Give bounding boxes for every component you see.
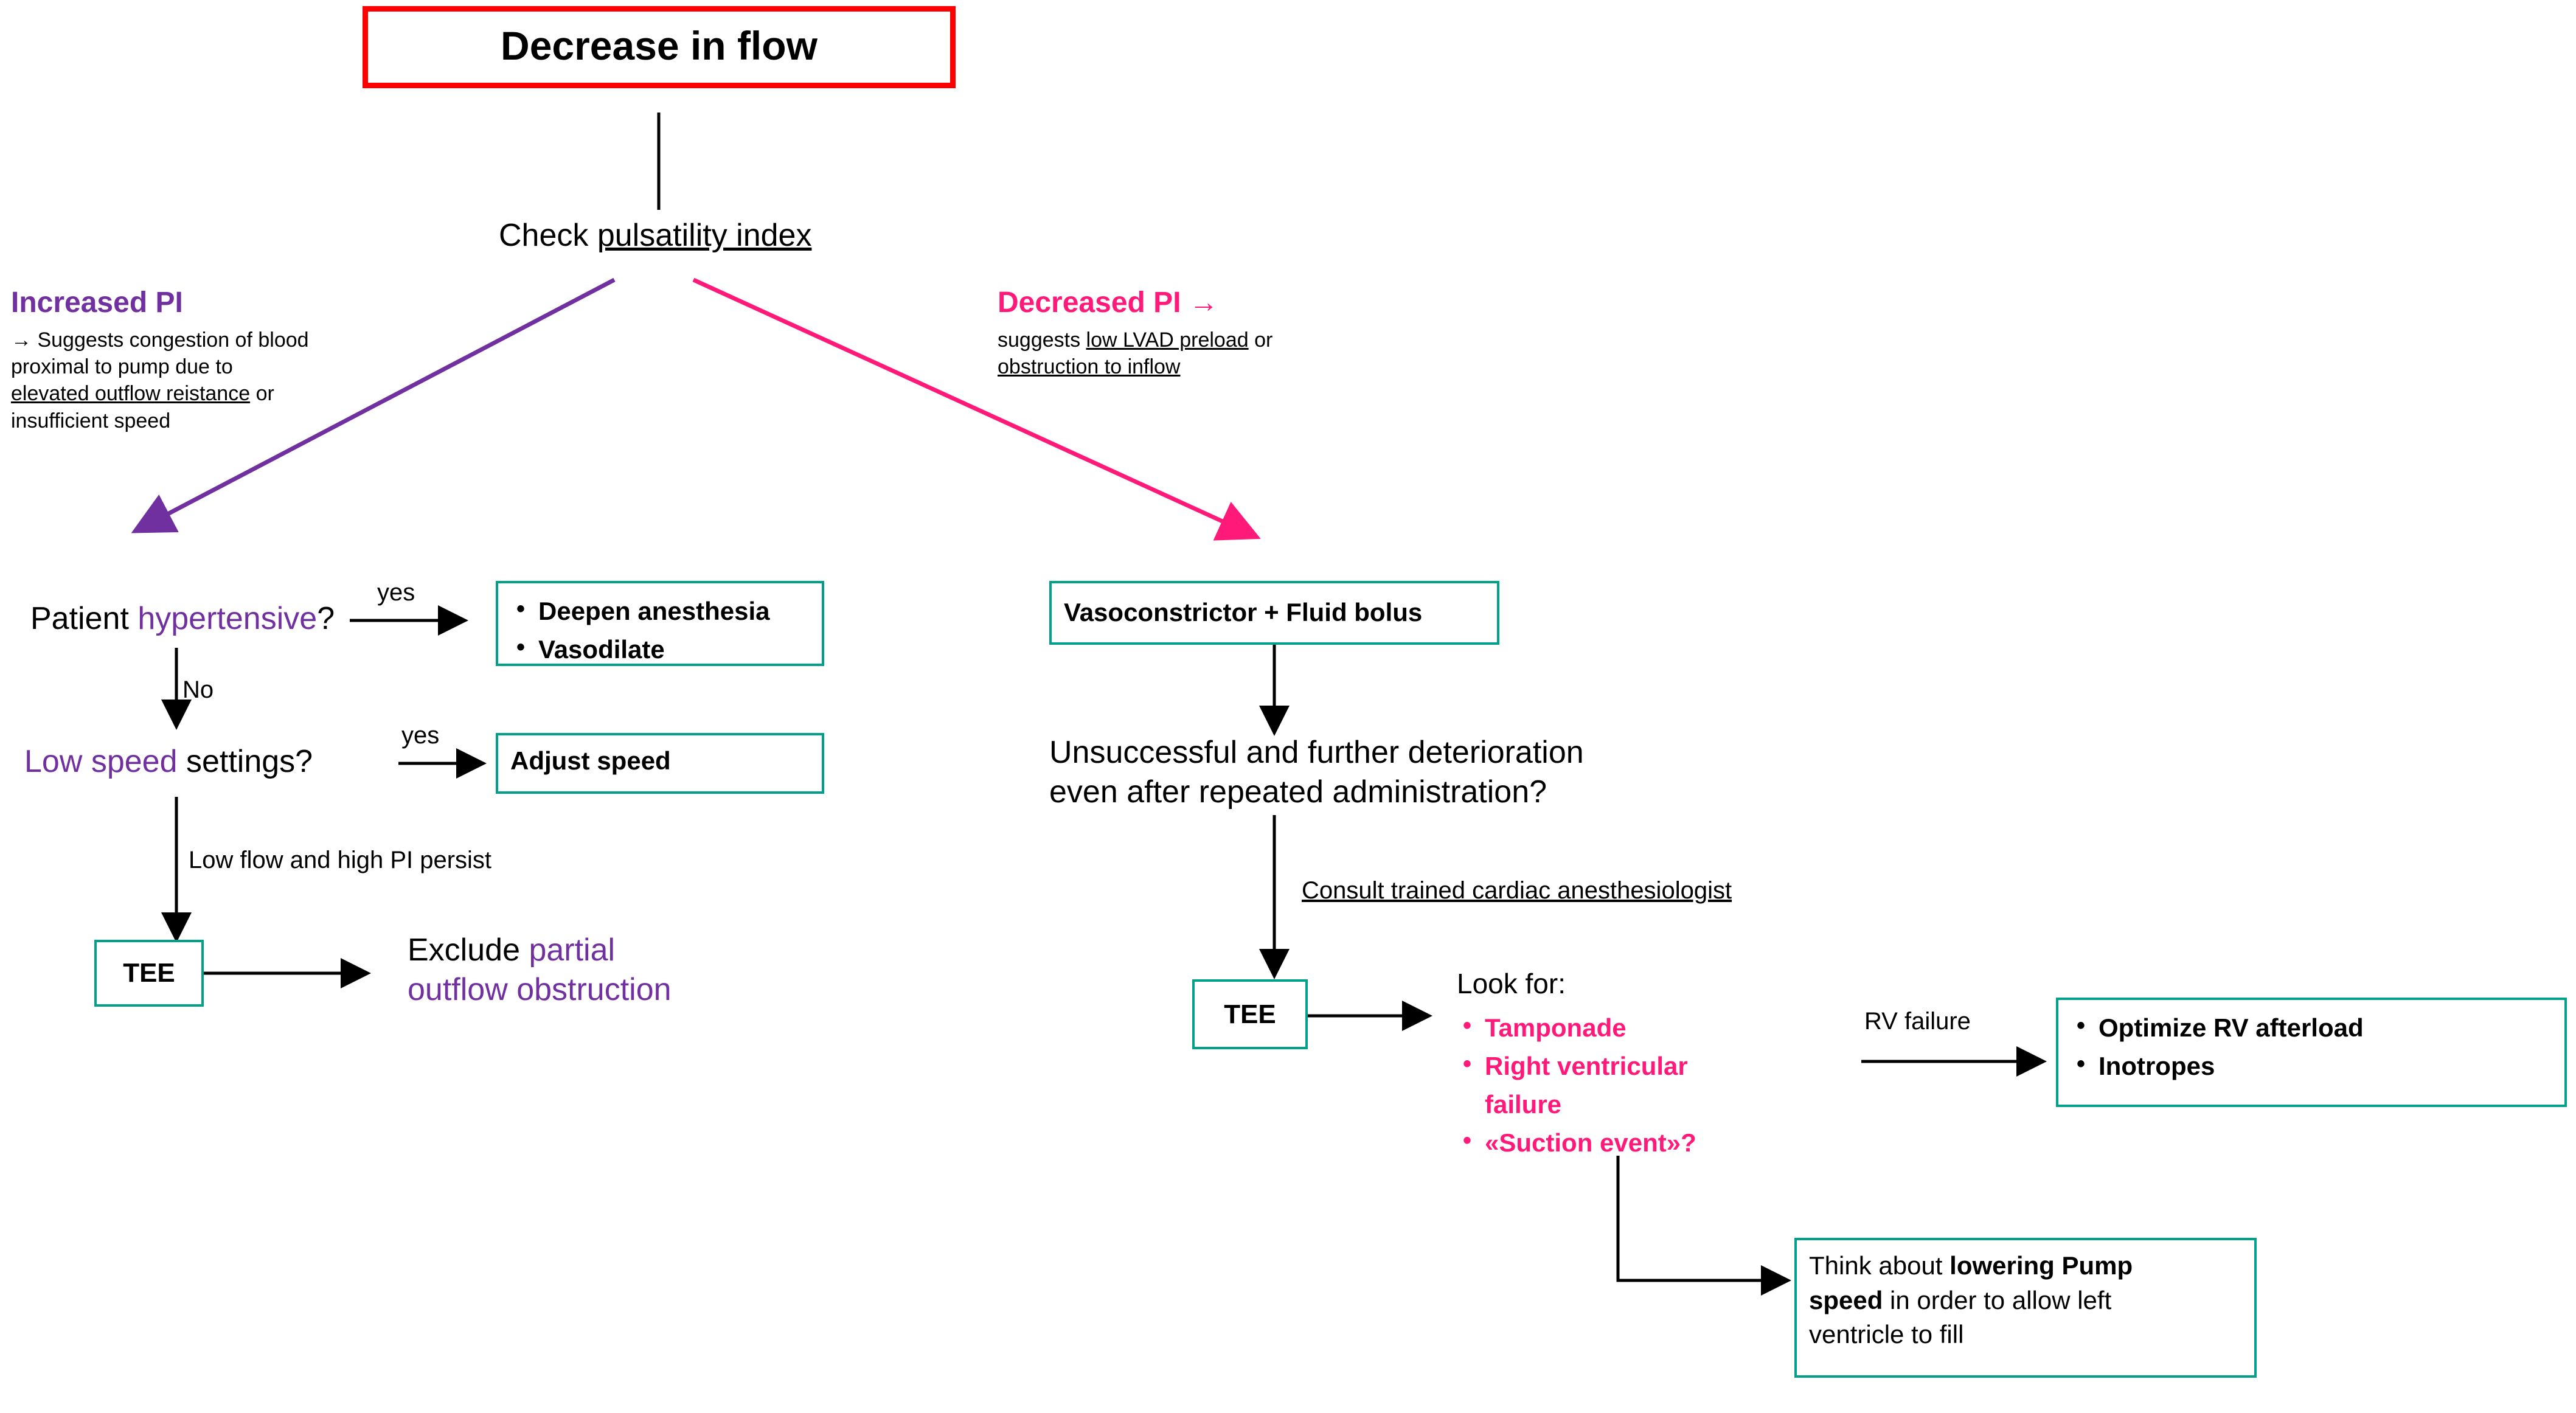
increased-pi-desc-line4: insufficient speed: [11, 409, 171, 432]
increased-pi-heading: Increased PI: [11, 286, 183, 319]
pump-speed-bold1: lowering Pump: [1949, 1251, 2133, 1280]
pump-speed-line3: ventricle to fill: [1809, 1320, 1964, 1349]
low-speed-keyword: Low speed: [24, 744, 178, 779]
question-unsuccessful-line2: even after repeated administration?: [1049, 774, 1547, 810]
look-for-label: Look for:: [1457, 968, 1566, 999]
pump-speed-prefix: Think about: [1809, 1251, 1950, 1280]
decreased-pi-desc-line1: [998, 327, 1423, 353]
rv-action-optimize-afterload: • Optimize RV afterload: [2099, 1009, 2552, 1047]
exclude-line1: [408, 931, 797, 970]
decreased-pi-desc-suffix: or: [1248, 328, 1273, 352]
action-adjust-speed-box: [496, 733, 824, 794]
decreased-pi-desc-prefix: suggests: [998, 328, 1086, 352]
question-unsuccessful: [1049, 733, 1718, 812]
increased-pi-description: [11, 327, 437, 434]
action-rv-box: [2056, 998, 2567, 1107]
title-box: [363, 6, 956, 88]
decreased-pi-heading: Decreased PI →: [998, 286, 1218, 319]
label-yes-hypertensive: yes: [377, 579, 415, 606]
question-unsuccessful-line1: Unsuccessful and further deterioration: [1049, 735, 1584, 770]
hypertensive-keyword: hypertensive: [137, 601, 318, 636]
tee-box-left: [94, 940, 204, 1007]
check-pulsatility-step: [499, 216, 961, 255]
low-lvad-preload-label: low LVAD preload: [1086, 328, 1249, 352]
pump-speed-suffix: in order to allow left: [1883, 1285, 2112, 1314]
consult-anesthesiologist-text: Consult trained cardiac anesthesiologist: [1302, 877, 1732, 904]
exclude-line2: outflow obstruction: [408, 972, 672, 1007]
action-item-deepen-anesthesia: • Deepen anesthesia: [538, 592, 810, 630]
action-vasoconstrictor-box: [1049, 581, 1499, 645]
pump-speed-line1: [1809, 1249, 2242, 1283]
action-vasoconstrictor-label: Vasoconstrictor + Fluid bolus: [1064, 598, 1423, 627]
label-no-hypertensive: No: [182, 676, 214, 703]
question-hypertensive-prefix: Patient: [30, 601, 138, 636]
increased-pi-desc-line1: → Suggests congestion of blood: [11, 328, 309, 352]
decreased-pi-block: [998, 286, 1423, 380]
tee-label-left: TEE: [123, 958, 175, 988]
action-list-1: [510, 592, 810, 668]
pump-speed-bold2: speed: [1809, 1285, 1883, 1314]
exclude-highlight-partial: partial: [529, 932, 616, 968]
action-adjust-speed-label: Adjust speed: [510, 746, 671, 775]
label-low-flow-high-pi-persist: Low flow and high PI persist: [189, 847, 492, 873]
rv-action-inotropes: • Inotropes: [2099, 1047, 2552, 1085]
decreased-pi-desc-line2: [998, 353, 1423, 380]
increased-pi-desc-line3-suffix: or: [250, 382, 274, 406]
rv-action-list: [2071, 1009, 2552, 1085]
title-text: Decrease in flow: [501, 23, 818, 68]
elevated-outflow-resistance-label: elevated outflow reistance: [11, 382, 251, 406]
action-item-vasodilate: • Vasodilate: [538, 630, 810, 668]
increased-pi-desc-line2: proximal to pump due to: [11, 355, 233, 379]
tee-box-right: [1192, 979, 1308, 1049]
question-hypertensive: [30, 599, 371, 639]
finding-right-ventricular-failure: • Right ventricular failure: [1485, 1047, 1771, 1123]
label-consult-anesthesiologist: [1302, 876, 1732, 905]
question-hypertensive-suffix: ?: [317, 601, 335, 636]
decreased-pi-description: [998, 327, 1423, 380]
pulsatility-index-label: pulsatility index: [597, 218, 812, 253]
findings-list: [1457, 1009, 1822, 1162]
findings-block: [1457, 967, 1822, 1162]
pump-speed-line2: [1809, 1283, 2242, 1318]
action-pump-speed-box: [1794, 1238, 2257, 1378]
question-low-speed: [24, 742, 401, 782]
increased-pi-block: [11, 286, 437, 434]
label-yes-low-speed: yes: [401, 722, 440, 749]
finding-suction-event: • «Suction event»?: [1485, 1123, 1822, 1162]
question-low-speed-suffix: settings?: [177, 744, 313, 779]
exclude-outflow-obstruction: [408, 931, 797, 1010]
tee-label-right: TEE: [1224, 999, 1276, 1029]
label-rv-failure: RV failure: [1864, 1008, 1971, 1035]
exclude-prefix: Exclude: [408, 932, 529, 968]
check-prefix: Check: [499, 218, 597, 253]
action-deepen-anesthesia-box: [496, 581, 824, 666]
increased-pi-desc-line3: [11, 380, 437, 407]
obstruction-to-inflow-label: obstruction to inflow: [998, 355, 1181, 379]
finding-tamponade: • Tamponade: [1485, 1009, 1822, 1047]
